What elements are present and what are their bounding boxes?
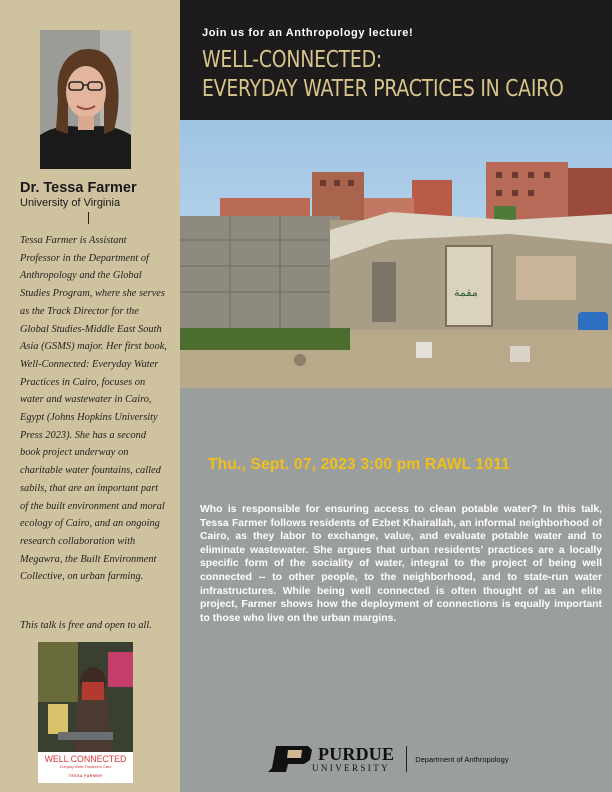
sidebar-divider bbox=[88, 212, 89, 224]
book-subtitle: Everyday Water Practices in Cairo bbox=[59, 765, 112, 769]
purdue-name: PURDUE bbox=[318, 743, 395, 764]
purdue-p-logo-icon bbox=[268, 746, 312, 772]
header-band bbox=[180, 0, 612, 120]
lecture-title bbox=[202, 46, 564, 104]
footer-divider bbox=[406, 746, 407, 772]
book-author: TESSA FARMER bbox=[68, 774, 103, 778]
event-date-time-location: Thu., Sept. 07, 2023 3:00 pm RAWL 1011 bbox=[208, 456, 510, 473]
free-admission-note: This talk is free and open to all. bbox=[20, 620, 152, 631]
speaker-name: Dr. Tessa Farmer bbox=[20, 180, 137, 196]
university-name: UNIVERSITY bbox=[312, 762, 390, 773]
purdue-wordmark bbox=[312, 743, 395, 773]
speaker-portrait-image bbox=[40, 30, 131, 169]
lecture-kicker: Join us for an Anthropology lecture! bbox=[202, 27, 414, 39]
purdue-footer bbox=[268, 744, 509, 774]
book-cover-image bbox=[38, 642, 133, 752]
talk-abstract: Who is responsible for ensuring access to clean potable water? In this talk, Tessa Farmer follows residents of Ezbet Khairallah, an informal neighborhood of Cairo, as they labor to exchange, value, and evaluate potable water and to eliminate wastewater. She argues that urban residents’ practices are a locally specific form of the sociality of water, integral to the project of being well connected -- to other people, to the neighborhood, and to state-run water infrastructures. While being well connected is often thought of as an elite project, Farmer shows how the deployment of connections is equally important to those who live on the urban margins. bbox=[200, 504, 602, 624]
speaker-bio: Tessa Farmer is Assistant Professor in the Department of Anthropology and the Global Studies Program, where she serves as the Track Director for the Global Studies-Middle East South Asia (GSMS) major. Her first book, Well-Connected: Everyday Water Practices in Cairo, focuses on water and wastewater in Cairo, Egypt (Johns Hopkins University Press 2023). She has a second book project underway on charitable water fountains, called sabils, that are an important part of the built environment and moral ecology of Cairo, and an ongoing research collaboration with Megawra, the Built Environment Collective, on urban farming. bbox=[20, 235, 167, 583]
cairo-neighborhood-photo bbox=[180, 120, 612, 388]
svg-text:ﻣﻘﻤﺔ: ﻣﻘﻤﺔ bbox=[454, 287, 478, 299]
speaker-sidebar bbox=[0, 0, 180, 792]
speaker-headshot bbox=[40, 30, 131, 169]
book-cover bbox=[38, 642, 133, 783]
lecture-title-line1: WELL-CONNECTED: bbox=[202, 47, 383, 73]
neighborhood-scene-image bbox=[180, 120, 612, 388]
department-name: Department of Anthropology bbox=[415, 754, 509, 764]
lecture-title-line2: EVERYDAY WATER PRACTICES IN CAIRO bbox=[202, 76, 564, 102]
main-column bbox=[180, 0, 612, 792]
book-title: WELL CONNECTED bbox=[44, 754, 127, 764]
speaker-affiliation: University of Virginia bbox=[20, 197, 121, 209]
